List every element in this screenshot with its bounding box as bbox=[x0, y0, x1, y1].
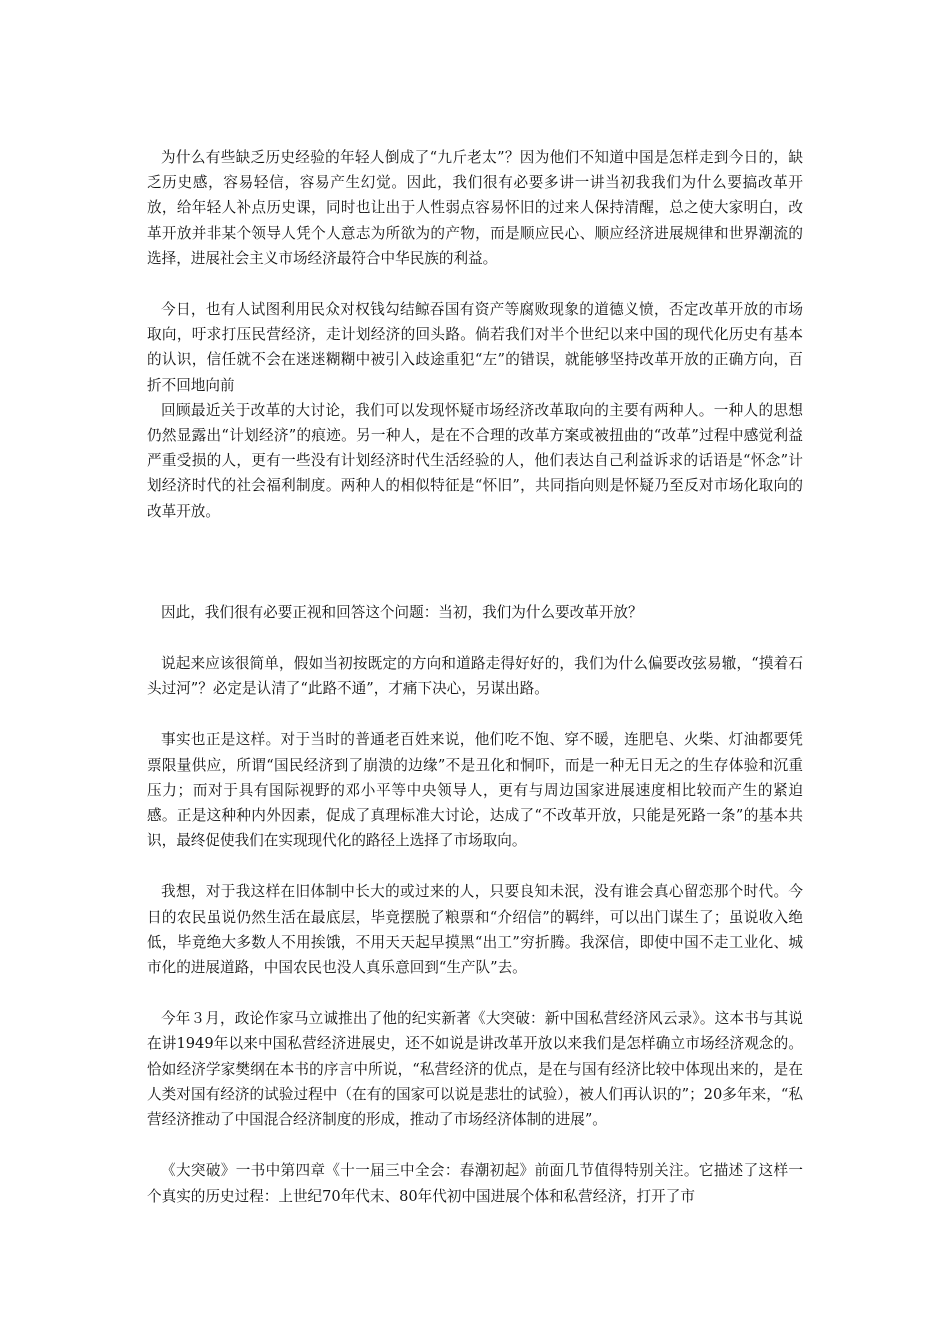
paragraph-6: 事实也正是这样。对于当时的普通老百姓来说，他们吃不饱、穿不暖，连肥皂、火柴、灯油都要凭票限量供应，所谓“国民经济到了崩溃的边缘”不是丑化和恫吓，而是一种无日无之的生存体验和沉重压力；而对于具有国际视野的邓小平等中央领导人，更有与周边国家进展速度相比较而产生的紧迫感。正是这种种内外因素，促成了真理标准大讨论，达成了“不改革开放，只能是死路一条”的基本共识，最终促使我们在实现现代化的路径上选择了市场取向。 bbox=[147, 731, 803, 850]
paragraph-spacer bbox=[147, 980, 803, 1006]
document-page bbox=[147, 145, 803, 1209]
paragraph-spacer bbox=[147, 524, 803, 600]
paragraph-9: 《大突破》一书中第四章《十一届三中全会：春潮初起》前面几节值得特别关注。它描述了这样一个真实的历史过程：上世纪70年代末、80年代初中国进展个体和私营经济，打开了市 bbox=[147, 1162, 803, 1205]
paragraph-spacer bbox=[147, 1132, 803, 1158]
paragraph-spacer bbox=[147, 853, 803, 879]
paragraph-spacer bbox=[147, 625, 803, 651]
paragraph-1: 为什么有些缺乏历史经验的年轻人倒成了“九斤老太”？因为他们不知道中国是怎样走到今日的，缺乏历史感，容易轻信，容易产生幻觉。因此，我们很有必要多讲一讲当初我我们为什么要搞改革开放，给年轻人补点历史课，同时也让出于人性弱点容易怀旧的过来人保持清醒，总之使大家明白，改革开放并非某个领导人凭个人意志为所欲为的产物，而是顺应民心、顺应经济进展规律和世界潮流的选择，进展社会主义市场经济最符合中华民族的利益。 bbox=[147, 149, 803, 267]
paragraph-2: 今日，也有人试图利用民众对权钱勾结鲸吞国有资产等腐败现象的道德义愤，否定改革开放的市场取向，吁求打压民营经济，走计划经济的回头路。倘若我们对半个世纪以来中国的现代化历史有基本的认识，信任就不会在迷迷糊糊中被引入歧途重犯“左”的错误，就能够坚持改革开放的正确方向，百折不回地向前 bbox=[147, 301, 803, 394]
paragraph-8: 今年３月，政论作家马立诚推出了他的纪实新著《大突破：新中国私营经济风云录》。这本书与其说在讲1949年以来中国私营经济进展史，还不如说是讲改革开放以来我们是怎样确立市场经济观念的。恰如经济学家樊纲在本书的序言中所说，“私营经济的优点，是在与国有经济比较中体现出来的，是在人类对国有经济的试验过程中（在有的国家可以说是悲壮的试验），被人们再认识的”；20多年来，“私营经济推动了中国混合经济制度的形成，推动了市场经济体制的进展”。 bbox=[147, 1010, 803, 1129]
paragraph-3: 回顾最近关于改革的大讨论，我们可以发现怀疑市场经济改革取向的主要有两种人。一种人的思想仍然显露出“计划经济”的痕迹。另一种人，是在不合理的改革方案或被扭曲的“改革”过程中感觉利益严重受损的人，更有一些没有计划经济时代生活经验的人，他们表达自己利益诉求的话语是“怀念”计划经济时代的社会福利制度。两种人的相似特征是“怀旧”，共同指向则是怀疑乃至反对市场化取向的改革开放。 bbox=[147, 401, 803, 520]
paragraph-5: 说起来应该很简单，假如当初按既定的方向和道路走得好好的，我们为什么偏要改弦易辙，“摸着石头过河”？必定是认清了“此路不通”，才痛下决心，另谋出路。 bbox=[147, 655, 803, 698]
paragraph-spacer bbox=[147, 701, 803, 727]
paragraph-7: 我想，对于我这样在旧体制中长大的或过来的人，只要良知未泯，没有谁会真心留恋那个时代。今日的农民虽说仍然生活在最底层，毕竟摆脱了粮票和“介绍信”的羁绊，可以出门谋生了；虽说收入绝低，毕竟绝大多数人不用挨饿，不用天天起早摸黑“出工”穷折腾。我深信，即使中国不走工业化、城市化的进展道路，中国农民也没人真乐意回到“生产队”去。 bbox=[147, 883, 803, 977]
paragraph-spacer bbox=[147, 271, 803, 297]
paragraph-4: 因此，我们很有必要正视和回答这个问题：当初，我们为什么要改革开放？ bbox=[161, 603, 643, 621]
